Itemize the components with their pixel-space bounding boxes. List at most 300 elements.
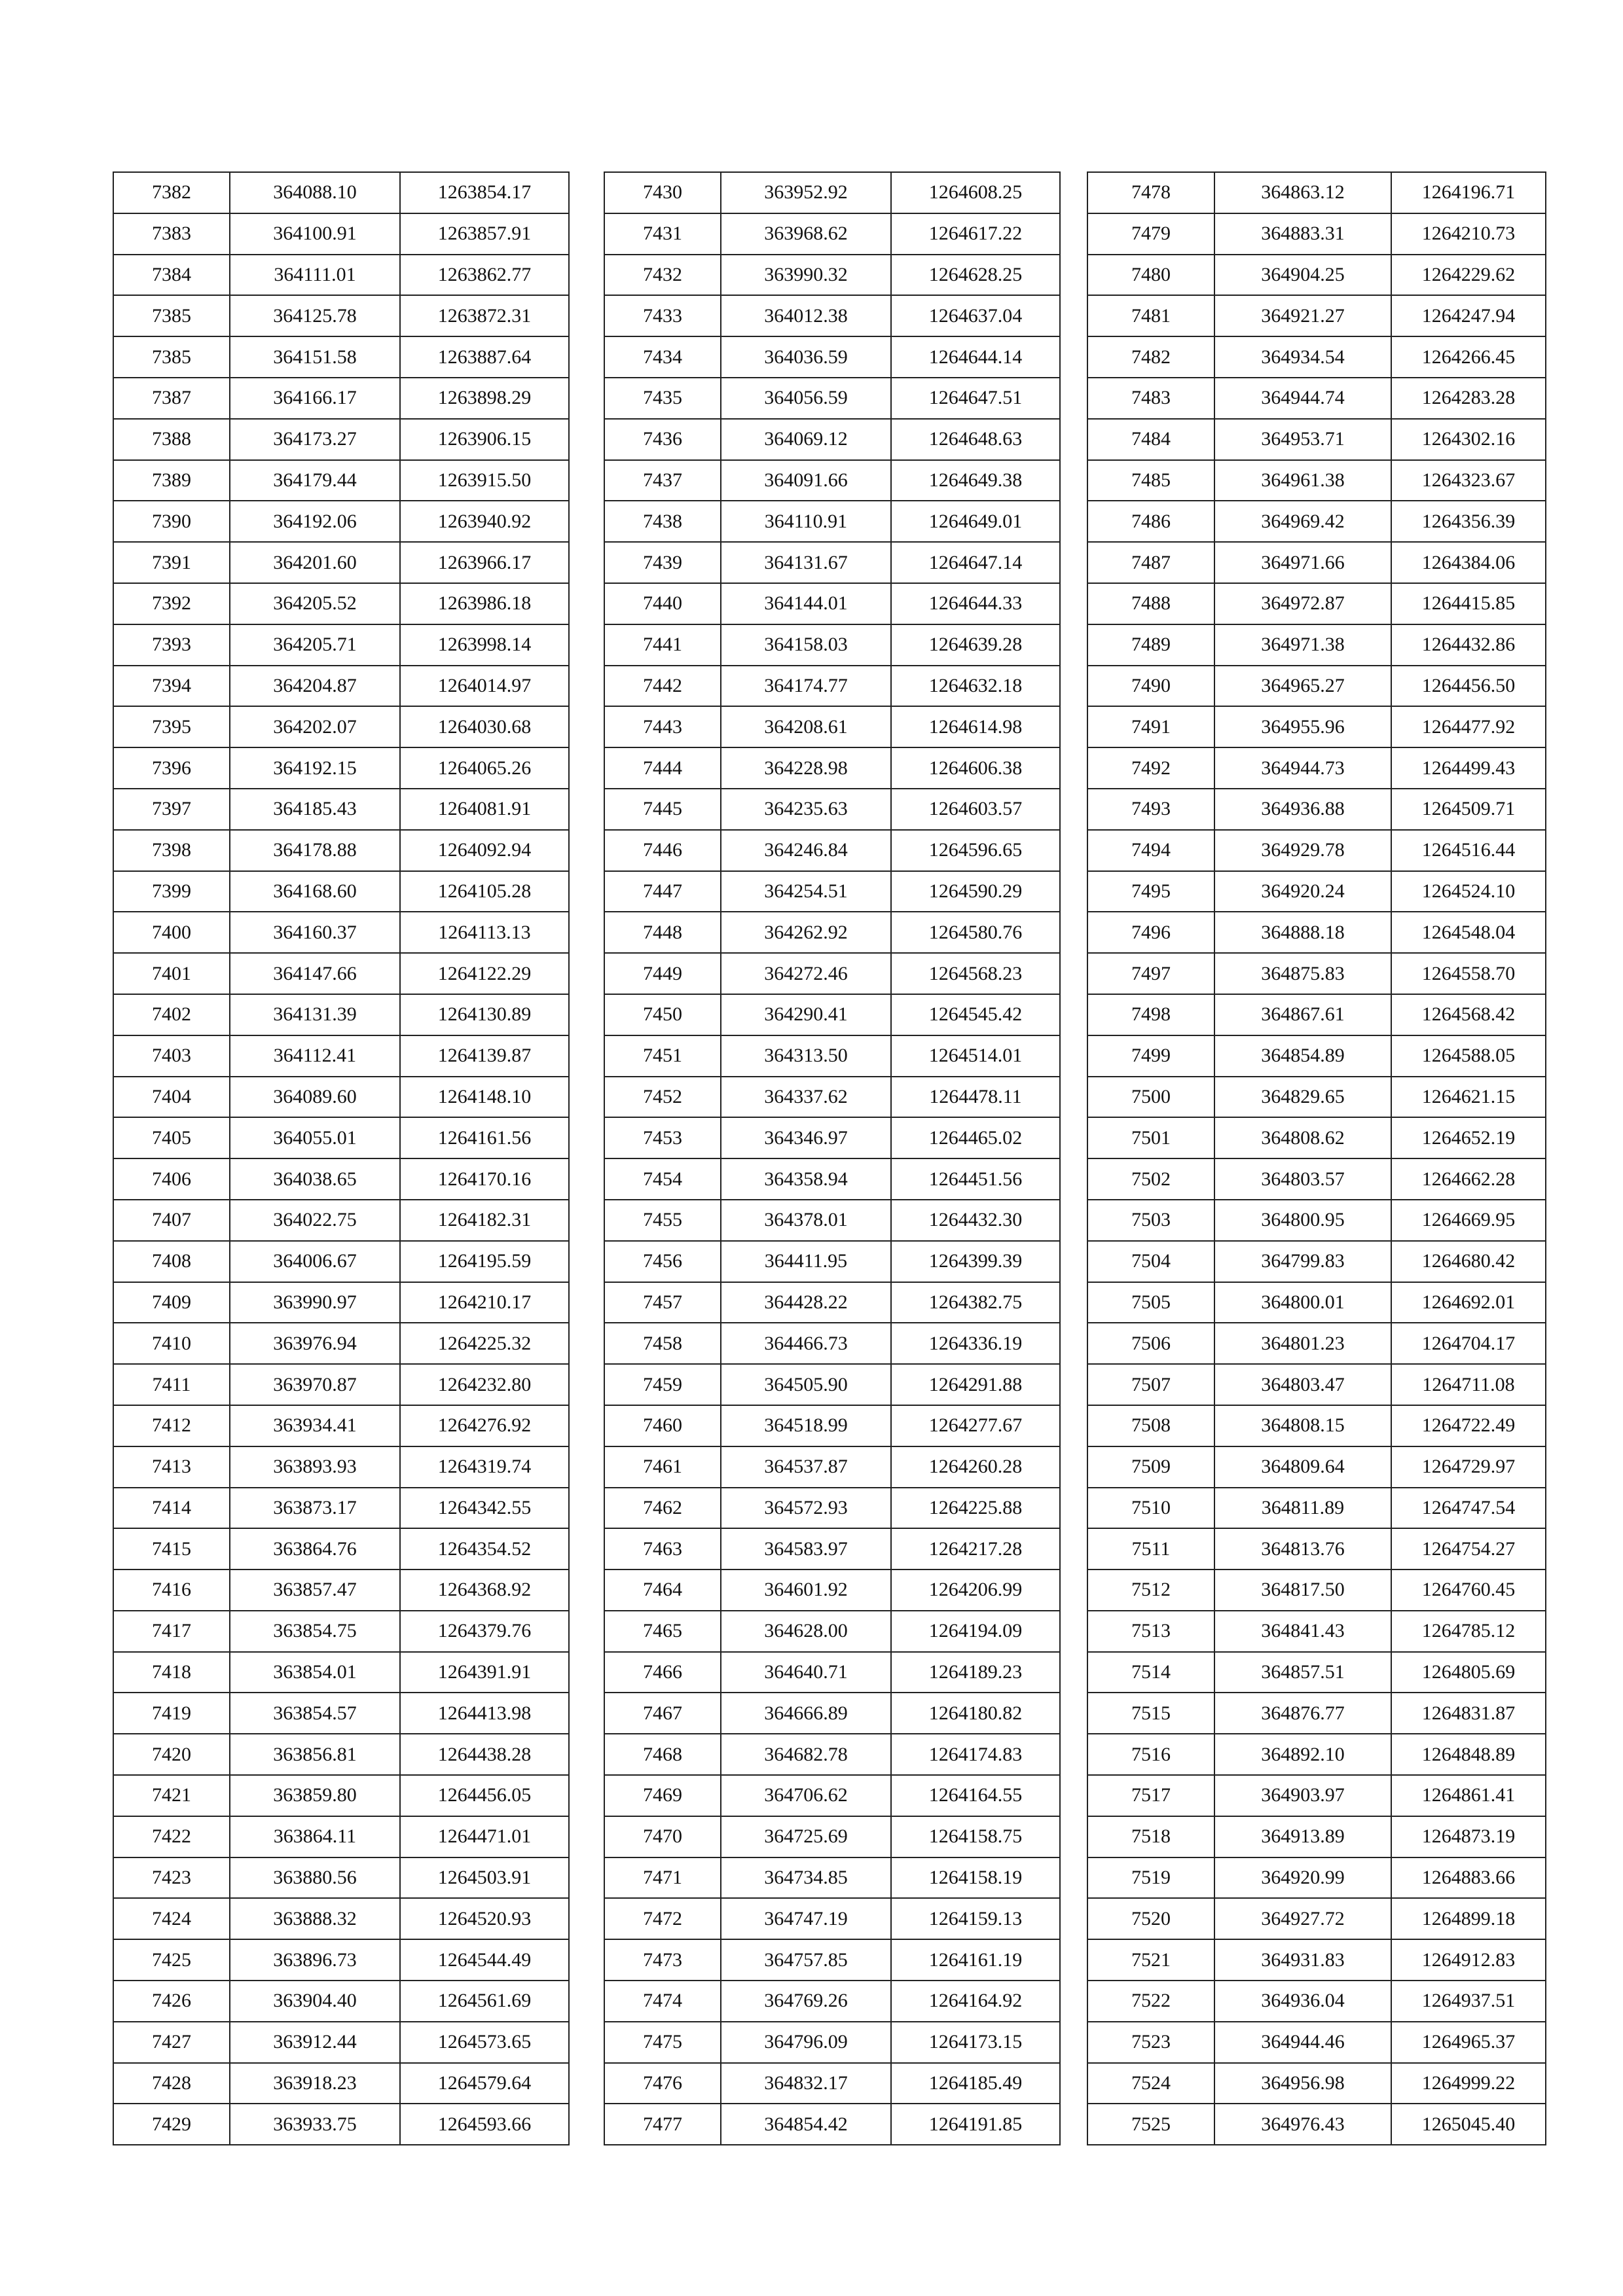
x-coordinate-cell: 364022.75 bbox=[230, 1200, 400, 1241]
x-coordinate-cell: 364944.46 bbox=[1214, 2022, 1391, 2063]
x-coordinate-cell: 364927.72 bbox=[1214, 1898, 1391, 1939]
y-coordinate-cell: 1264368.92 bbox=[400, 1570, 569, 1611]
y-coordinate-cell: 1264596.65 bbox=[891, 830, 1060, 871]
x-coordinate-cell: 364934.54 bbox=[1214, 336, 1391, 378]
x-coordinate-cell: 364174.77 bbox=[721, 666, 891, 707]
table-row bbox=[1087, 1611, 1546, 1652]
x-coordinate-cell: 364883.31 bbox=[1214, 213, 1391, 255]
y-coordinate-cell: 1264158.19 bbox=[891, 1857, 1060, 1899]
x-coordinate-cell: 364876.77 bbox=[1214, 1693, 1391, 1734]
point-id-cell: 7428 bbox=[113, 2063, 230, 2104]
point-id-cell: 7424 bbox=[113, 1898, 230, 1939]
table-row bbox=[113, 1611, 569, 1652]
y-coordinate-cell: 1264637.04 bbox=[891, 295, 1060, 336]
y-coordinate-cell: 1264579.64 bbox=[400, 2063, 569, 2104]
x-coordinate-cell: 364863.12 bbox=[1214, 172, 1391, 213]
x-coordinate-cell: 364168.60 bbox=[230, 871, 400, 912]
y-coordinate-cell: 1264652.19 bbox=[1391, 1117, 1546, 1158]
point-id-cell: 7465 bbox=[604, 1611, 721, 1652]
x-coordinate-cell: 364903.97 bbox=[1214, 1775, 1391, 1816]
x-coordinate-cell: 364088.10 bbox=[230, 172, 400, 213]
point-id-cell: 7458 bbox=[604, 1323, 721, 1364]
y-coordinate-cell: 1264030.68 bbox=[400, 706, 569, 747]
point-id-cell: 7452 bbox=[604, 1077, 721, 1118]
x-coordinate-cell: 364892.10 bbox=[1214, 1734, 1391, 1775]
point-id-cell: 7404 bbox=[113, 1077, 230, 1118]
y-coordinate-cell: 1264514.01 bbox=[891, 1035, 1060, 1077]
point-id-cell: 7446 bbox=[604, 830, 721, 871]
table-row bbox=[113, 1282, 569, 1323]
table-row bbox=[604, 830, 1060, 871]
table-row bbox=[113, 1241, 569, 1282]
x-coordinate-cell: 364888.18 bbox=[1214, 912, 1391, 953]
x-coordinate-cell: 364936.88 bbox=[1214, 789, 1391, 830]
y-coordinate-cell: 1263887.64 bbox=[400, 336, 569, 378]
point-id-cell: 7425 bbox=[113, 1939, 230, 1981]
table-row bbox=[1087, 1241, 1546, 1282]
x-coordinate-cell: 364936.04 bbox=[1214, 1981, 1391, 2022]
point-id-cell: 7460 bbox=[604, 1405, 721, 1446]
x-coordinate-cell: 364411.95 bbox=[721, 1241, 891, 1282]
y-coordinate-cell: 1264628.25 bbox=[891, 255, 1060, 296]
y-coordinate-cell: 1264647.14 bbox=[891, 542, 1060, 583]
table-row bbox=[1087, 2104, 1546, 2145]
table-row bbox=[604, 706, 1060, 747]
x-coordinate-cell: 364036.59 bbox=[721, 336, 891, 378]
table-row bbox=[1087, 419, 1546, 460]
x-coordinate-cell: 364179.44 bbox=[230, 460, 400, 501]
table-row bbox=[113, 1816, 569, 1857]
table-row bbox=[1087, 1282, 1546, 1323]
y-coordinate-cell: 1264568.23 bbox=[891, 953, 1060, 994]
y-coordinate-cell: 1263898.29 bbox=[400, 378, 569, 419]
x-coordinate-cell: 364920.99 bbox=[1214, 1857, 1391, 1899]
point-id-cell: 7505 bbox=[1087, 1282, 1214, 1323]
x-coordinate-cell: 364875.83 bbox=[1214, 953, 1391, 994]
point-id-cell: 7497 bbox=[1087, 953, 1214, 994]
point-id-cell: 7407 bbox=[113, 1200, 230, 1241]
point-id-cell: 7473 bbox=[604, 1939, 721, 1981]
y-coordinate-cell: 1264413.98 bbox=[400, 1693, 569, 1734]
x-coordinate-cell: 364056.59 bbox=[721, 378, 891, 419]
table-row bbox=[1087, 1405, 1546, 1446]
x-coordinate-cell: 363864.11 bbox=[230, 1816, 400, 1857]
x-coordinate-cell: 364131.67 bbox=[721, 542, 891, 583]
y-coordinate-cell: 1264210.73 bbox=[1391, 213, 1546, 255]
x-coordinate-cell: 364904.25 bbox=[1214, 255, 1391, 296]
y-coordinate-cell: 1263986.18 bbox=[400, 583, 569, 624]
y-coordinate-cell: 1264580.76 bbox=[891, 912, 1060, 953]
table-row bbox=[113, 2104, 569, 2145]
table-row bbox=[604, 1734, 1060, 1775]
table-row bbox=[604, 1816, 1060, 1857]
y-coordinate-cell: 1264704.17 bbox=[1391, 1323, 1546, 1364]
x-coordinate-cell: 364246.84 bbox=[721, 830, 891, 871]
table-row bbox=[1087, 1898, 1546, 1939]
y-coordinate-cell: 1264873.19 bbox=[1391, 1816, 1546, 1857]
point-id-cell: 7441 bbox=[604, 624, 721, 666]
x-coordinate-cell: 363854.75 bbox=[230, 1611, 400, 1652]
point-id-cell: 7509 bbox=[1087, 1446, 1214, 1488]
y-coordinate-cell: 1264965.37 bbox=[1391, 2022, 1546, 2063]
x-coordinate-cell: 364640.71 bbox=[721, 1652, 891, 1693]
point-id-cell: 7432 bbox=[604, 255, 721, 296]
point-id-cell: 7518 bbox=[1087, 1816, 1214, 1857]
table-row bbox=[113, 1117, 569, 1158]
x-coordinate-cell: 363970.87 bbox=[230, 1364, 400, 1405]
table-row bbox=[1087, 2022, 1546, 2063]
table-row bbox=[113, 624, 569, 666]
x-coordinate-cell: 364854.42 bbox=[721, 2104, 891, 2145]
table-row bbox=[604, 213, 1060, 255]
x-coordinate-cell: 364929.78 bbox=[1214, 830, 1391, 871]
table-row bbox=[1087, 666, 1546, 707]
y-coordinate-cell: 1264831.87 bbox=[1391, 1693, 1546, 1734]
y-coordinate-cell: 1264465.02 bbox=[891, 1117, 1060, 1158]
x-coordinate-cell: 364091.66 bbox=[721, 460, 891, 501]
table-row bbox=[113, 1898, 569, 1939]
x-coordinate-cell: 364313.50 bbox=[721, 1035, 891, 1077]
x-coordinate-cell: 364854.89 bbox=[1214, 1035, 1391, 1077]
x-coordinate-cell: 364112.41 bbox=[230, 1035, 400, 1077]
y-coordinate-cell: 1264644.14 bbox=[891, 336, 1060, 378]
y-coordinate-cell: 1264805.69 bbox=[1391, 1652, 1546, 1693]
y-coordinate-cell: 1264432.86 bbox=[1391, 624, 1546, 666]
point-id-cell: 7503 bbox=[1087, 1200, 1214, 1241]
table-row bbox=[113, 1158, 569, 1200]
table-row bbox=[113, 871, 569, 912]
y-coordinate-cell: 1264232.80 bbox=[400, 1364, 569, 1405]
coordinate-table-block-2 bbox=[604, 171, 1061, 2145]
point-id-cell: 7395 bbox=[113, 706, 230, 747]
y-coordinate-cell: 1264283.28 bbox=[1391, 378, 1546, 419]
x-coordinate-cell: 364006.67 bbox=[230, 1241, 400, 1282]
y-coordinate-cell: 1264189.23 bbox=[891, 1652, 1060, 1693]
x-coordinate-cell: 364185.43 bbox=[230, 789, 400, 830]
table-row bbox=[113, 501, 569, 542]
x-coordinate-cell: 364971.66 bbox=[1214, 542, 1391, 583]
point-id-cell: 7508 bbox=[1087, 1405, 1214, 1446]
x-coordinate-cell: 363873.17 bbox=[230, 1488, 400, 1529]
table-row bbox=[1087, 1158, 1546, 1200]
table-row bbox=[1087, 1528, 1546, 1570]
point-id-cell: 7410 bbox=[113, 1323, 230, 1364]
y-coordinate-cell: 1264999.22 bbox=[1391, 2063, 1546, 2104]
point-id-cell: 7488 bbox=[1087, 583, 1214, 624]
y-coordinate-cell: 1264760.45 bbox=[1391, 1570, 1546, 1611]
table-row bbox=[113, 953, 569, 994]
point-id-cell: 7514 bbox=[1087, 1652, 1214, 1693]
point-id-cell: 7383 bbox=[113, 213, 230, 255]
point-id-cell: 7451 bbox=[604, 1035, 721, 1077]
x-coordinate-cell: 364747.19 bbox=[721, 1898, 891, 1939]
coordinate-table-block-3 bbox=[1087, 171, 1546, 2145]
y-coordinate-cell: 1263862.77 bbox=[400, 255, 569, 296]
y-coordinate-cell: 1264883.66 bbox=[1391, 1857, 1546, 1899]
y-coordinate-cell: 1263940.92 bbox=[400, 501, 569, 542]
point-id-cell: 7402 bbox=[113, 994, 230, 1035]
x-coordinate-cell: 364800.95 bbox=[1214, 1200, 1391, 1241]
x-coordinate-cell: 364867.61 bbox=[1214, 994, 1391, 1035]
y-coordinate-cell: 1263857.91 bbox=[400, 213, 569, 255]
y-coordinate-cell: 1264247.94 bbox=[1391, 295, 1546, 336]
y-coordinate-cell: 1264185.49 bbox=[891, 2063, 1060, 2104]
table-row bbox=[113, 706, 569, 747]
point-id-cell: 7438 bbox=[604, 501, 721, 542]
point-id-cell: 7457 bbox=[604, 1282, 721, 1323]
x-coordinate-cell: 364192.06 bbox=[230, 501, 400, 542]
point-id-cell: 7449 bbox=[604, 953, 721, 994]
y-coordinate-cell: 1264644.33 bbox=[891, 583, 1060, 624]
y-coordinate-cell: 1264113.13 bbox=[400, 912, 569, 953]
x-coordinate-cell: 364971.38 bbox=[1214, 624, 1391, 666]
y-coordinate-cell: 1264692.01 bbox=[1391, 1282, 1546, 1323]
point-id-cell: 7477 bbox=[604, 2104, 721, 2145]
point-id-cell: 7420 bbox=[113, 1734, 230, 1775]
table-row bbox=[604, 460, 1060, 501]
y-coordinate-cell: 1264180.82 bbox=[891, 1693, 1060, 1734]
x-coordinate-cell: 364955.96 bbox=[1214, 706, 1391, 747]
point-id-cell: 7403 bbox=[113, 1035, 230, 1077]
y-coordinate-cell: 1264225.88 bbox=[891, 1488, 1060, 1529]
point-id-cell: 7398 bbox=[113, 830, 230, 871]
point-id-cell: 7400 bbox=[113, 912, 230, 953]
table-row bbox=[113, 1652, 569, 1693]
y-coordinate-cell: 1264415.85 bbox=[1391, 583, 1546, 624]
point-id-cell: 7422 bbox=[113, 1816, 230, 1857]
x-coordinate-cell: 364972.87 bbox=[1214, 583, 1391, 624]
point-id-cell: 7469 bbox=[604, 1775, 721, 1816]
point-id-cell: 7486 bbox=[1087, 501, 1214, 542]
table-row bbox=[604, 419, 1060, 460]
y-coordinate-cell: 1264648.63 bbox=[891, 419, 1060, 460]
point-id-cell: 7429 bbox=[113, 2104, 230, 2145]
point-id-cell: 7384 bbox=[113, 255, 230, 296]
y-coordinate-cell: 1264384.06 bbox=[1391, 542, 1546, 583]
x-coordinate-cell: 364809.64 bbox=[1214, 1446, 1391, 1488]
x-coordinate-cell: 364796.09 bbox=[721, 2022, 891, 2063]
table-row bbox=[604, 1939, 1060, 1981]
x-coordinate-cell: 363990.32 bbox=[721, 255, 891, 296]
point-id-cell: 7408 bbox=[113, 1241, 230, 1282]
point-id-cell: 7524 bbox=[1087, 2063, 1214, 2104]
table-row bbox=[113, 172, 569, 213]
point-id-cell: 7461 bbox=[604, 1446, 721, 1488]
table-row bbox=[1087, 1734, 1546, 1775]
table-row bbox=[1087, 871, 1546, 912]
point-id-cell: 7513 bbox=[1087, 1611, 1214, 1652]
x-coordinate-cell: 363854.01 bbox=[230, 1652, 400, 1693]
table-row bbox=[604, 747, 1060, 789]
y-coordinate-cell: 1264399.39 bbox=[891, 1241, 1060, 1282]
y-coordinate-cell: 1264182.31 bbox=[400, 1200, 569, 1241]
table-row bbox=[113, 336, 569, 378]
table-row bbox=[113, 1857, 569, 1899]
table-row bbox=[1087, 1488, 1546, 1529]
point-id-cell: 7389 bbox=[113, 460, 230, 501]
y-coordinate-cell: 1264544.49 bbox=[400, 1939, 569, 1981]
point-id-cell: 7450 bbox=[604, 994, 721, 1035]
x-coordinate-cell: 364055.01 bbox=[230, 1117, 400, 1158]
point-id-cell: 7487 bbox=[1087, 542, 1214, 583]
table-row bbox=[604, 336, 1060, 378]
point-id-cell: 7474 bbox=[604, 1981, 721, 2022]
point-id-cell: 7448 bbox=[604, 912, 721, 953]
table-row bbox=[1087, 1857, 1546, 1899]
table-row bbox=[604, 1364, 1060, 1405]
x-coordinate-cell: 364505.90 bbox=[721, 1364, 891, 1405]
point-id-cell: 7480 bbox=[1087, 255, 1214, 296]
x-coordinate-cell: 364235.63 bbox=[721, 789, 891, 830]
table-row bbox=[113, 378, 569, 419]
table-row bbox=[113, 583, 569, 624]
y-coordinate-cell: 1264277.67 bbox=[891, 1405, 1060, 1446]
point-id-cell: 7415 bbox=[113, 1528, 230, 1570]
x-coordinate-cell: 364913.89 bbox=[1214, 1816, 1391, 1857]
x-coordinate-cell: 364799.83 bbox=[1214, 1241, 1391, 1282]
x-coordinate-cell: 364757.85 bbox=[721, 1939, 891, 1981]
point-id-cell: 7411 bbox=[113, 1364, 230, 1405]
y-coordinate-cell: 1264503.91 bbox=[400, 1857, 569, 1899]
x-coordinate-cell: 364100.91 bbox=[230, 213, 400, 255]
y-coordinate-cell: 1264593.66 bbox=[400, 2104, 569, 2145]
table-row bbox=[604, 501, 1060, 542]
x-coordinate-cell: 364358.94 bbox=[721, 1158, 891, 1200]
table-row bbox=[113, 419, 569, 460]
table-row bbox=[113, 1570, 569, 1611]
x-coordinate-cell: 363968.62 bbox=[721, 213, 891, 255]
table-row bbox=[604, 378, 1060, 419]
x-coordinate-cell: 364518.99 bbox=[721, 1405, 891, 1446]
point-id-cell: 7416 bbox=[113, 1570, 230, 1611]
x-coordinate-cell: 363934.41 bbox=[230, 1405, 400, 1446]
x-coordinate-cell: 364956.98 bbox=[1214, 2063, 1391, 2104]
point-id-cell: 7431 bbox=[604, 213, 721, 255]
point-id-cell: 7511 bbox=[1087, 1528, 1214, 1570]
table-row bbox=[1087, 1775, 1546, 1816]
table-row bbox=[1087, 1816, 1546, 1857]
point-id-cell: 7493 bbox=[1087, 789, 1214, 830]
table-row bbox=[604, 994, 1060, 1035]
y-coordinate-cell: 1264065.26 bbox=[400, 747, 569, 789]
table-row bbox=[604, 1981, 1060, 2022]
y-coordinate-cell: 1264432.30 bbox=[891, 1200, 1060, 1241]
point-id-cell: 7385 bbox=[113, 295, 230, 336]
point-id-cell: 7468 bbox=[604, 1734, 721, 1775]
y-coordinate-cell: 1264194.09 bbox=[891, 1611, 1060, 1652]
y-coordinate-cell: 1264196.71 bbox=[1391, 172, 1546, 213]
x-coordinate-cell: 364204.87 bbox=[230, 666, 400, 707]
point-id-cell: 7519 bbox=[1087, 1857, 1214, 1899]
x-coordinate-cell: 364803.47 bbox=[1214, 1364, 1391, 1405]
y-coordinate-cell: 1264164.92 bbox=[891, 1981, 1060, 2022]
x-coordinate-cell: 364583.97 bbox=[721, 1528, 891, 1570]
x-coordinate-cell: 363857.47 bbox=[230, 1570, 400, 1611]
y-coordinate-cell: 1264649.38 bbox=[891, 460, 1060, 501]
y-coordinate-cell: 1263906.15 bbox=[400, 419, 569, 460]
y-coordinate-cell: 1264014.97 bbox=[400, 666, 569, 707]
point-id-cell: 7405 bbox=[113, 1117, 230, 1158]
table-row bbox=[113, 1981, 569, 2022]
point-id-cell: 7525 bbox=[1087, 2104, 1214, 2145]
y-coordinate-cell: 1264729.97 bbox=[1391, 1446, 1546, 1488]
y-coordinate-cell: 1263854.17 bbox=[400, 172, 569, 213]
point-id-cell: 7453 bbox=[604, 1117, 721, 1158]
point-id-cell: 7490 bbox=[1087, 666, 1214, 707]
y-coordinate-cell: 1264161.19 bbox=[891, 1939, 1060, 1981]
point-id-cell: 7491 bbox=[1087, 706, 1214, 747]
table-row bbox=[604, 542, 1060, 583]
point-id-cell: 7476 bbox=[604, 2063, 721, 2104]
y-coordinate-cell: 1264170.16 bbox=[400, 1158, 569, 1200]
y-coordinate-cell: 1263966.17 bbox=[400, 542, 569, 583]
table-row bbox=[1087, 1323, 1546, 1364]
point-id-cell: 7454 bbox=[604, 1158, 721, 1200]
x-coordinate-cell: 364205.71 bbox=[230, 624, 400, 666]
table-row bbox=[1087, 1652, 1546, 1693]
point-id-cell: 7393 bbox=[113, 624, 230, 666]
table-row bbox=[113, 460, 569, 501]
y-coordinate-cell: 1264195.59 bbox=[400, 1241, 569, 1282]
y-coordinate-cell: 1263872.31 bbox=[400, 295, 569, 336]
x-coordinate-cell: 364428.22 bbox=[721, 1282, 891, 1323]
y-coordinate-cell: 1264477.92 bbox=[1391, 706, 1546, 747]
y-coordinate-cell: 1264662.28 bbox=[1391, 1158, 1546, 1200]
x-coordinate-cell: 363990.97 bbox=[230, 1282, 400, 1323]
table-row bbox=[113, 1077, 569, 1118]
coordinate-table-block-1 bbox=[113, 171, 570, 2145]
y-coordinate-cell: 1264438.28 bbox=[400, 1734, 569, 1775]
point-id-cell: 7494 bbox=[1087, 830, 1214, 871]
x-coordinate-cell: 364466.73 bbox=[721, 1323, 891, 1364]
table-row bbox=[604, 1570, 1060, 1611]
table-row bbox=[604, 1652, 1060, 1693]
y-coordinate-cell: 1264173.15 bbox=[891, 2022, 1060, 2063]
table-row bbox=[1087, 460, 1546, 501]
x-coordinate-cell: 364151.58 bbox=[230, 336, 400, 378]
y-coordinate-cell: 1264647.51 bbox=[891, 378, 1060, 419]
y-coordinate-cell: 1264122.29 bbox=[400, 953, 569, 994]
point-id-cell: 7496 bbox=[1087, 912, 1214, 953]
table-row bbox=[1087, 912, 1546, 953]
y-coordinate-cell: 1264680.42 bbox=[1391, 1241, 1546, 1282]
x-coordinate-cell: 363933.75 bbox=[230, 2104, 400, 2145]
table-row bbox=[1087, 1077, 1546, 1118]
x-coordinate-cell: 364337.62 bbox=[721, 1077, 891, 1118]
point-id-cell: 7443 bbox=[604, 706, 721, 747]
y-coordinate-cell: 1264608.25 bbox=[891, 172, 1060, 213]
y-coordinate-cell: 1264754.27 bbox=[1391, 1528, 1546, 1570]
point-id-cell: 7434 bbox=[604, 336, 721, 378]
table-row bbox=[113, 1364, 569, 1405]
table-row bbox=[113, 2063, 569, 2104]
y-coordinate-cell: 1264912.83 bbox=[1391, 1939, 1546, 1981]
point-id-cell: 7391 bbox=[113, 542, 230, 583]
x-coordinate-cell: 364166.17 bbox=[230, 378, 400, 419]
x-coordinate-cell: 364944.74 bbox=[1214, 378, 1391, 419]
y-coordinate-cell: 1264621.15 bbox=[1391, 1077, 1546, 1118]
x-coordinate-cell: 364944.73 bbox=[1214, 747, 1391, 789]
table-row bbox=[1087, 2063, 1546, 2104]
x-coordinate-cell: 364147.66 bbox=[230, 953, 400, 994]
y-coordinate-cell: 1264509.71 bbox=[1391, 789, 1546, 830]
y-coordinate-cell: 1264722.49 bbox=[1391, 1405, 1546, 1446]
table-row bbox=[604, 1282, 1060, 1323]
x-coordinate-cell: 364931.83 bbox=[1214, 1939, 1391, 1981]
x-coordinate-cell: 364803.57 bbox=[1214, 1158, 1391, 1200]
table-row bbox=[113, 1693, 569, 1734]
y-coordinate-cell: 1264158.75 bbox=[891, 1816, 1060, 1857]
